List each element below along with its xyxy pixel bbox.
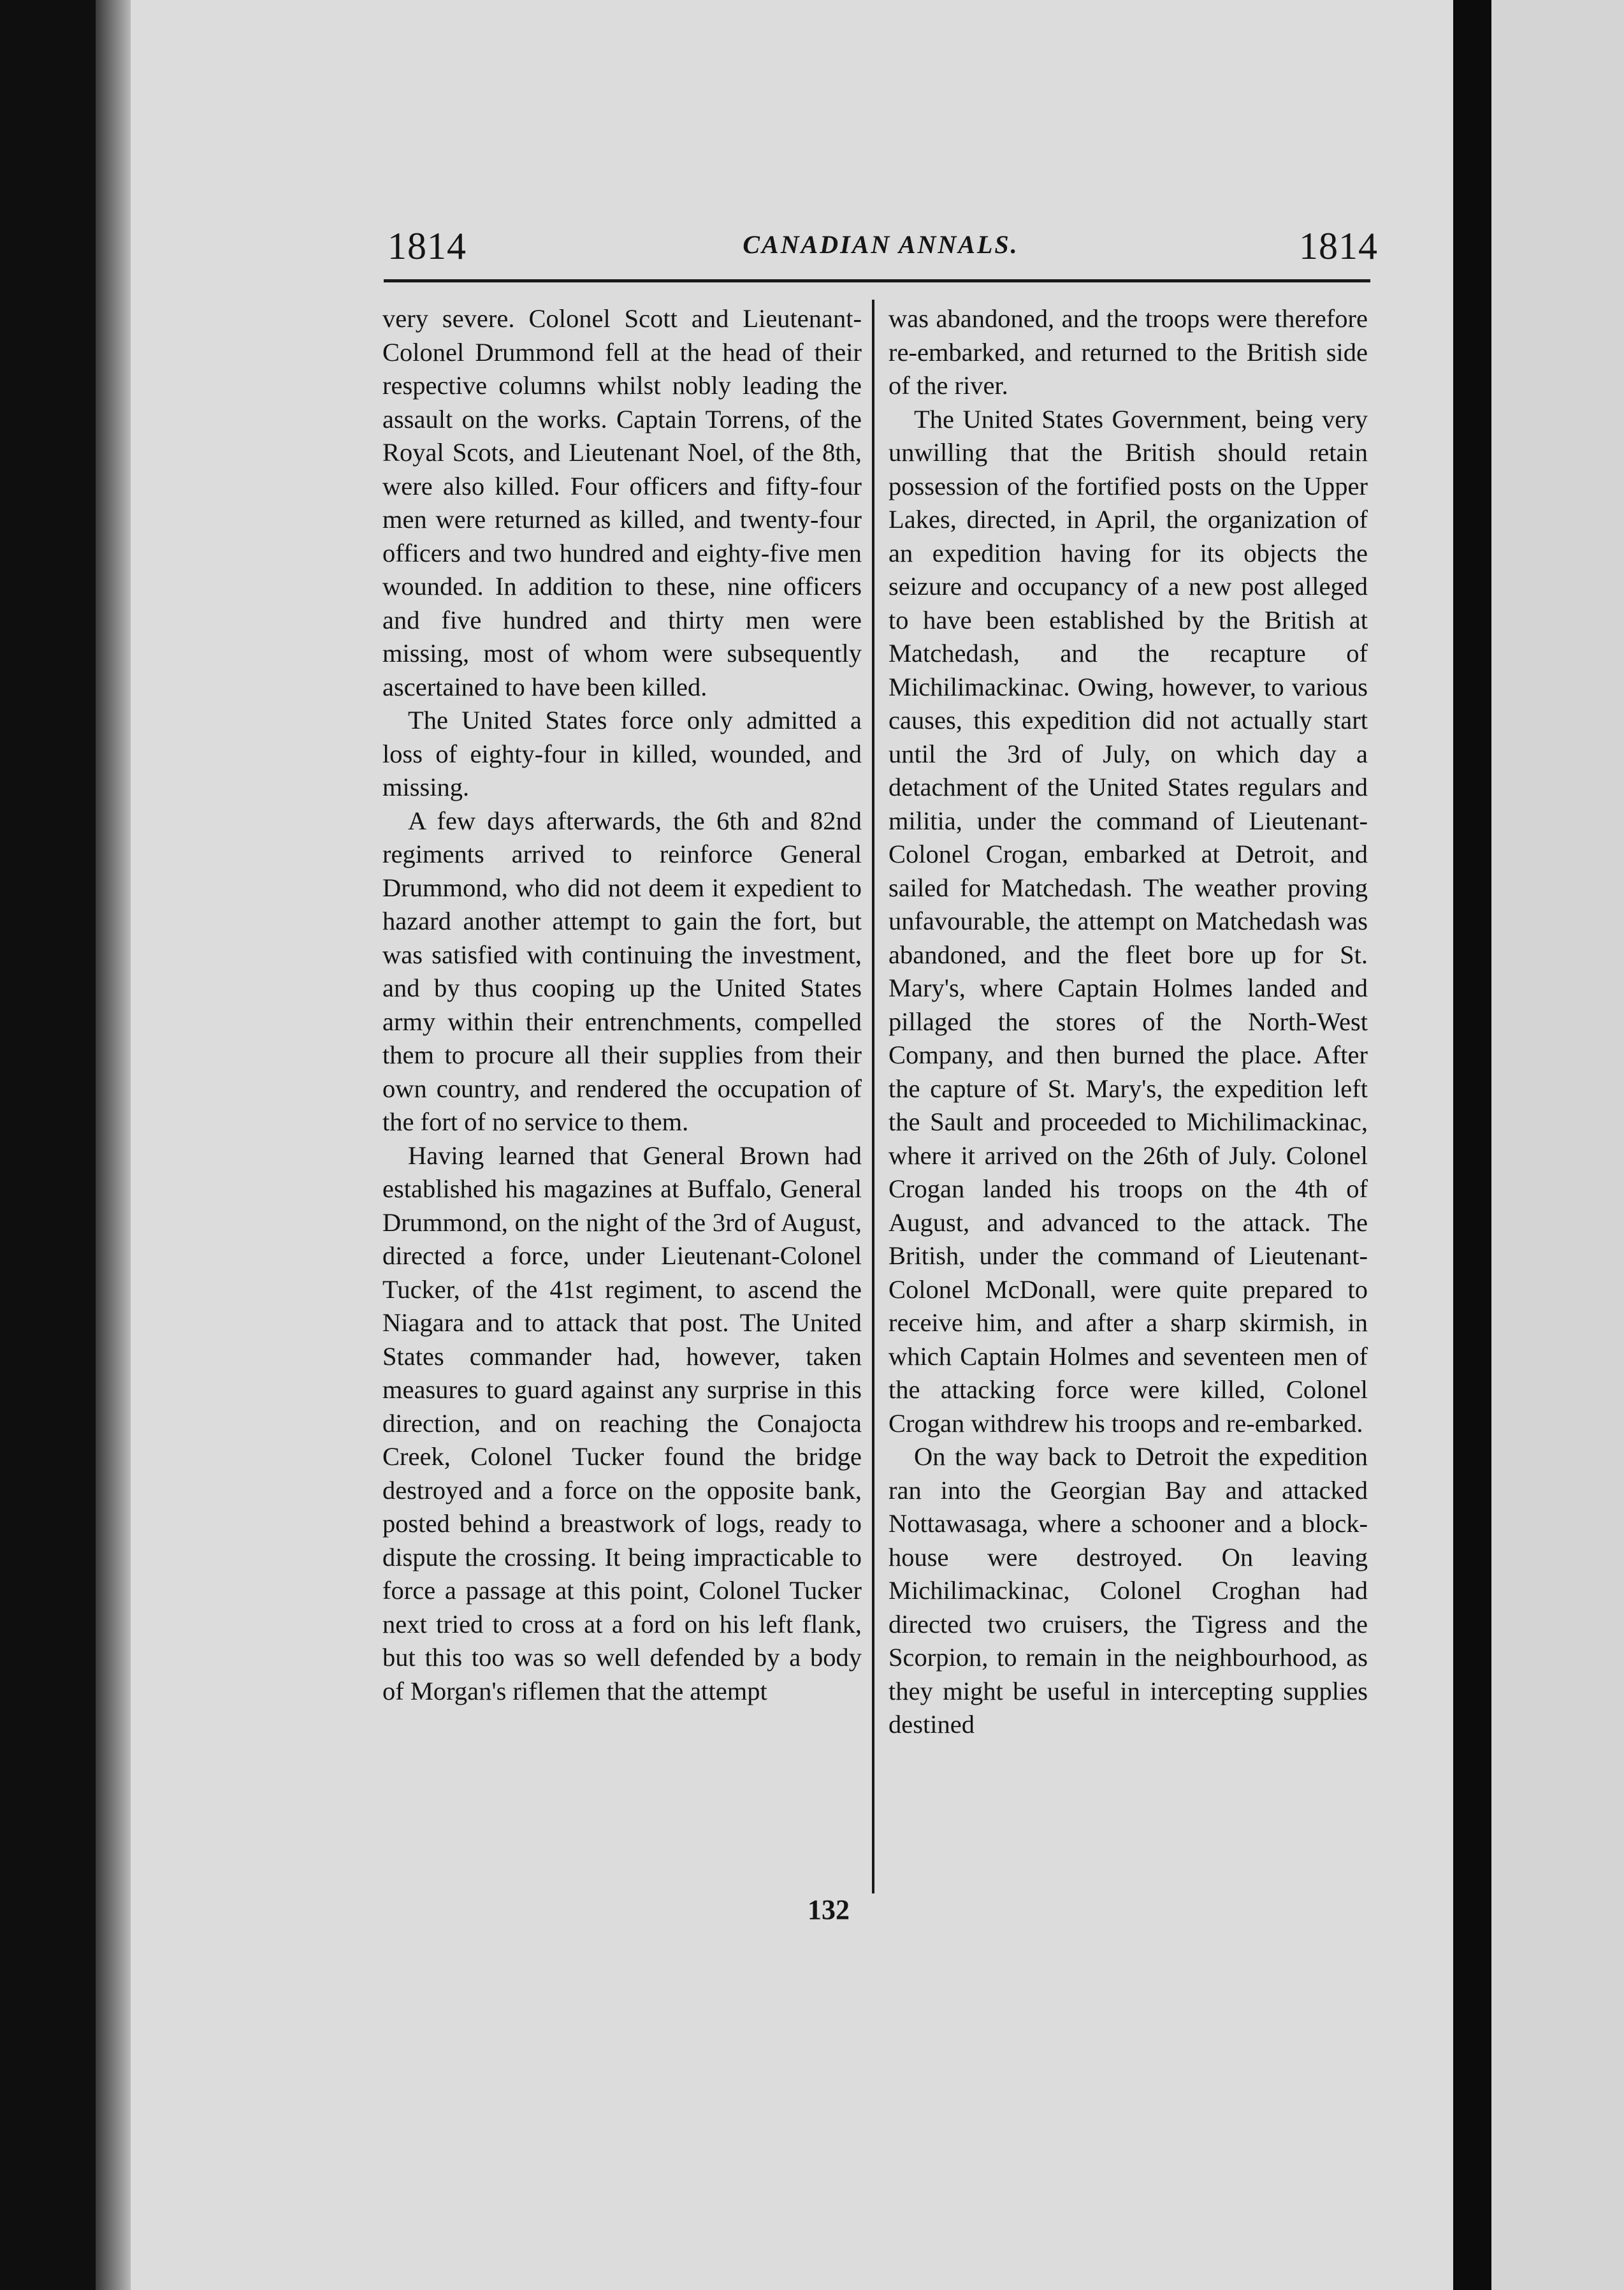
running-header [384,224,1378,275]
paragraph: A few days afterwards, the 6th and 82nd regiments arrived to reinforce General Drummond, who did not deem it expedient to hazard another attempt to gain the fort, but was satisfied with continuing the investment, and by thus cooping up the United States army within their entrenchments, compelled them to procure all their supplies from their own country, and rendered the occupation of the fort of no service to them. [382,806,862,1136]
page-gutter-shadow [96,0,131,2290]
right-text-column [888,302,1368,1742]
paragraph: Having learned that General Brown had established his magazines at Buffalo, General Drummond, on the night of the 3rd of August, directed a force, under Lieutenant-Colonel Tucker, of the 41st regiment, to ascend the Niagara and to attack that post. The United States commander had, however, taken measures to guard against any surprise in this direction, and on reaching the Conajocta Creek, Colonel Tucker found the bridge destroyed and a force on the opposite bank, posted behind a breastwork of logs, ready to dispute the crossing. It being impracticable to force a passage at this point, Colonel Tucker next tried to cross at a ford on his left flank, but this too was so well defended by a body of Morgan's riflemen that the attempt [382,1141,862,1705]
header-rule [384,279,1370,282]
paragraph: very severe. Colonel Scott and Lieutenant-Colonel Drummond fell at the head of their respective columns whilst nobly leading the assault on the works. Captain Torrens, of the Royal Scots, and Lieutenant Noel, of the 8th, were also killed. Four officers and fifty-four men were returned as killed, and twenty-four officers and two hundred and eighty-five men wounded. In addition to these, nine officers and five hundred and thirty men were missing, most of whom were subsequently ascertained to have been killed. [382,304,862,701]
adjacent-page-sliver [1491,0,1624,2290]
paragraph: was abandoned, and the troops were therefore re-embarked, and returned to the British side of the river. [888,304,1368,400]
paragraph: The United States Government, being very unwilling that the British should retain possession of the fortified posts on the Upper Lakes, directed, in April, the organization of an expedition having for its objects the seizure and occupancy of a new post alleged to have been established by the British at Matchedash, and the recapture of Michilimackinac. Owing, however, to various causes, this expedition did not actually start until the 3rd of July, on which day a detachment of the United States regulars and militia, under the command of Lieutenant-Colonel Crogan, embarked at Detroit, and sailed for Matchedash. The weather proving unfavourable, the attempt on Matchedash was abandoned, and the fleet bore up for St. Mary's, where Captain Holmes landed and pillaged the stores of the North-West Company, and then burned the place. After the capture of St. Mary's, the expedition left the Sault and proceeded to Michilimackinac, where it arrived on the 26th of July. Colonel Crogan landed his troops on the 4th of August, and advanced to the attack. The British, under the command of Lieutenant-Colonel McDonall, were quite prepared to receive him, and after a sharp skirmish, in which Captain Holmes and seventeen men of the attacking force were killed, Colonel Crogan withdrew his troops and re-embarked. [888,404,1368,1438]
paragraph: On the way back to Detroit the expedition ran into the Georgian Bay and attacked Nottawasaga, where a schooner and a block-house were destroyed. On leaving Michilimackinac, Colonel Croghan had directed two cruisers, the Tigress and the Scorpion, to remain in the neighbourhood, as they might be useful in intercepting supplies destined [888,1442,1368,1739]
column-divider [872,300,874,1893]
header-year-right: 1814 [1299,225,1378,267]
running-title: CANADIAN ANNALS. [743,230,1019,259]
paragraph: The United States force only admitted a loss of eighty-four in killed, wounded, and missing. [382,706,862,801]
page-number: 132 [808,1894,850,1925]
header-year-left: 1814 [388,225,467,267]
page-edge-shadow [1453,0,1491,2290]
left-text-column [382,302,862,1708]
